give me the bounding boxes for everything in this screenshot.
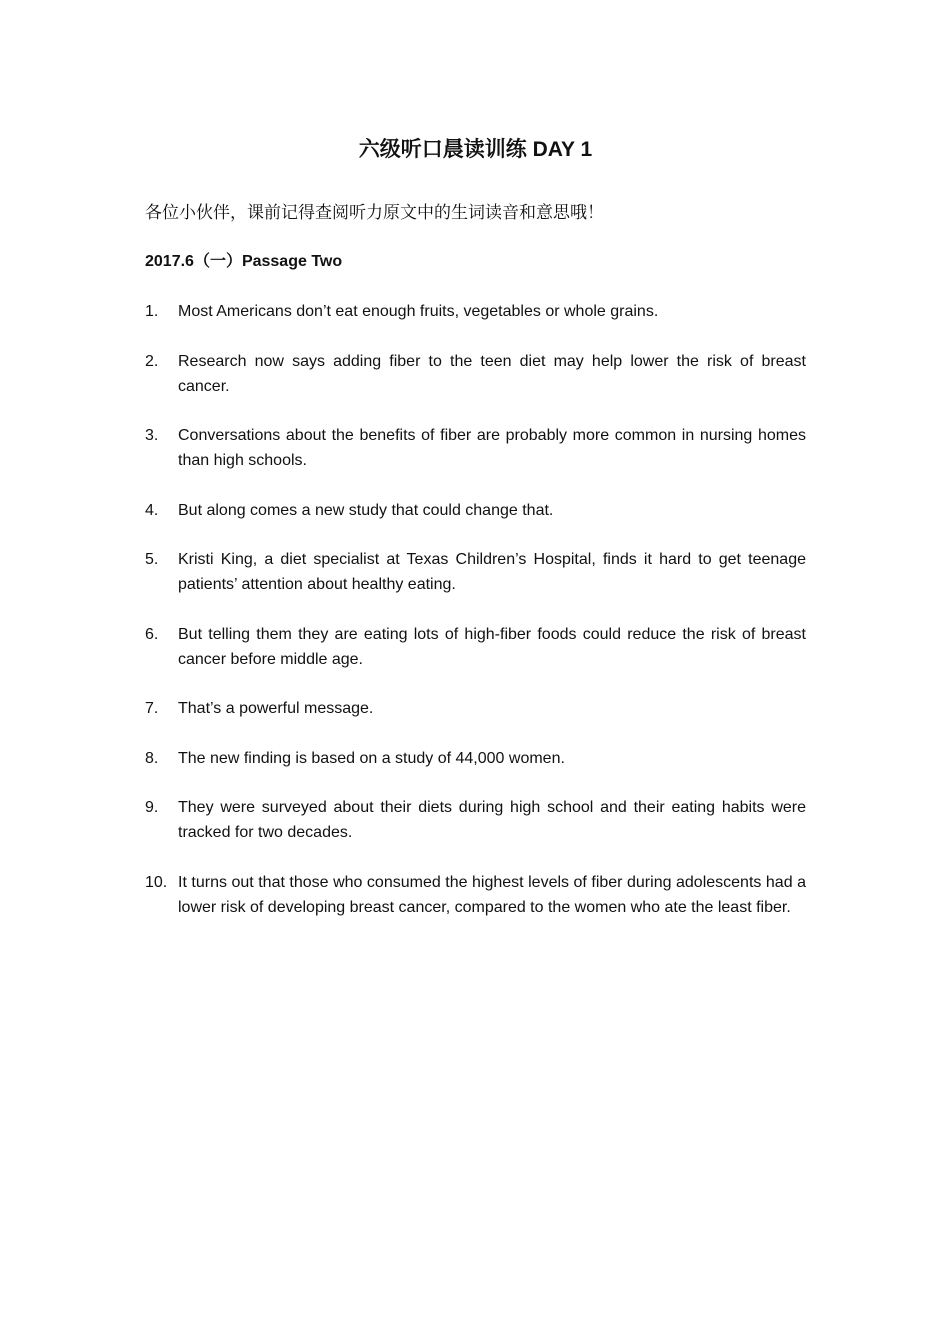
sentence-item [145,423,806,473]
sentence-text: It turns out that those who consumed the highest levels of fiber during adolescents had a lower risk of developing breast cancer, compared to the women who ate the least fiber. [178,873,806,916]
sentence-text: They were surveyed about their diets during high school and their eating habits were tracked for two decades. [178,799,806,841]
document-title: 六级听口晨读训练 DAY 1 [358,138,593,161]
sentence-number: 3. [145,427,159,444]
sentence-item [145,795,806,845]
sentence-item [145,870,806,920]
sentence-item [145,349,806,399]
sentence-item [145,696,806,721]
sentence-item [145,299,806,324]
sentence-item [145,498,806,523]
sentence-text: That’s a powerful message. [178,700,374,717]
sentence-text: Kristi King, a diet specialist at Texas Children’s Hospital, finds it hard to get teenage patients’ attention about healthy eating. [178,551,806,593]
sentence-text: The new finding is based on a study of 44,000 women. [178,749,565,767]
sentence-text: Most Americans don’t eat enough fruits, vegetables or whole grains. [178,303,659,320]
sentence-number: 10. [145,873,168,891]
sentence-number: 1. [145,303,159,320]
section-heading: 2017.6（一）Passage Two [145,253,343,270]
sentence-text: But telling them they are eating lots of high-fiber foods could reduce the risk of breast cancer before middle age. [178,625,806,668]
sentence-number: 6. [145,625,159,643]
sentence-text: Research now says adding fiber to the teen diet may help lower the risk of breast cancer. [178,352,806,395]
sentence-text: Conversations about the benefits of fiber are probably more common in nursing homes than high schools. [178,427,806,469]
sentence-number: 2. [145,352,159,370]
sentence-item [145,746,806,771]
intro-note: 各位小伙伴，课前记得查阅听力原文中的生词读音和意思哦！ [145,203,604,222]
sentence-number: 5. [145,551,159,568]
sentence-list [145,299,806,944]
sentence-number: 8. [145,749,159,767]
sentence-item [145,547,806,597]
sentence-number: 7. [145,700,159,717]
sentence-text: But along comes a new study that could change that. [178,501,554,519]
sentence-number: 9. [145,799,159,816]
sentence-number: 4. [145,501,159,519]
sentence-item [145,622,806,672]
